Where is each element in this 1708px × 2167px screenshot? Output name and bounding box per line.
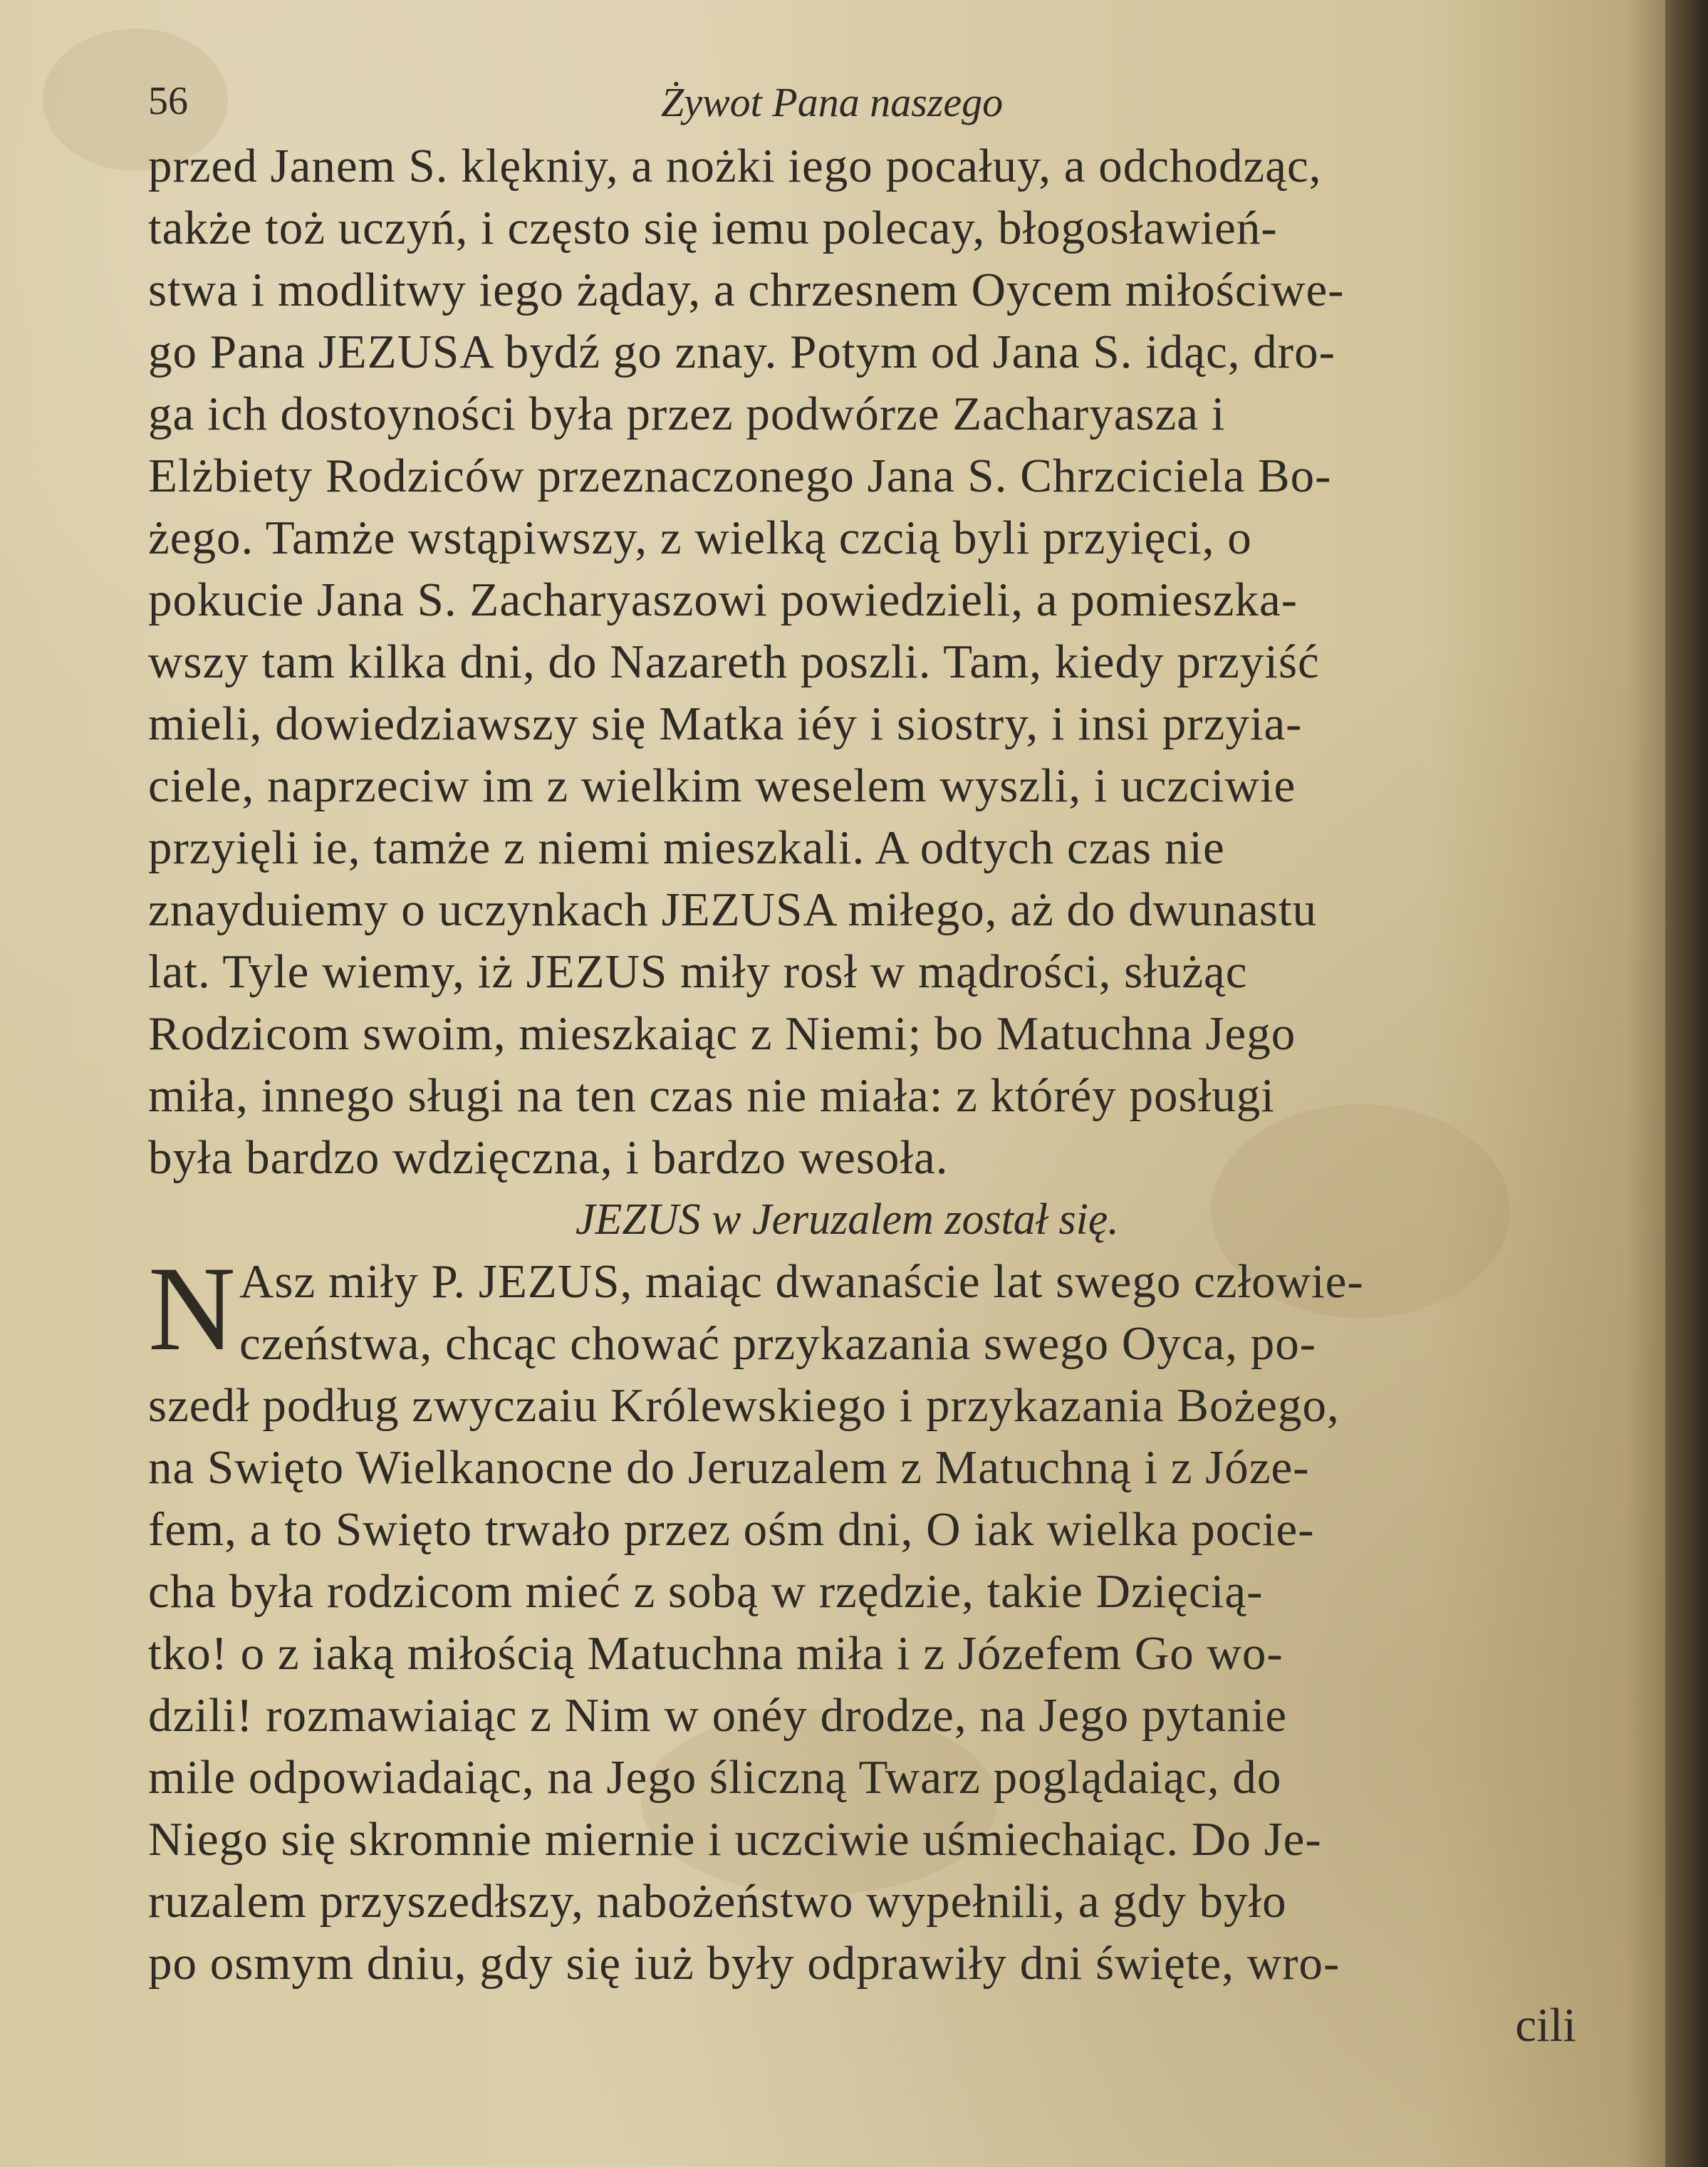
text-line: była bardzo wdzięczna, i bardzo wesoła. bbox=[148, 1131, 949, 1184]
text-line: mile odpowiadaiąc, na Jego śliczną Twarz poglądaiąc, do bbox=[148, 1751, 1282, 1804]
text-line: Rodzicom swoim, mieszkaiąc z Niemi; bo Matuchna Jego bbox=[148, 1007, 1296, 1060]
text-line: na Swięto Wielkanocne do Jeruzalem z Matuchną i z Józe- bbox=[148, 1441, 1310, 1494]
text-line: mieli, dowiedziawszy się Matka iéy i siostry, i insi przyia- bbox=[148, 697, 1303, 750]
drop-cap: N bbox=[148, 1242, 236, 1376]
paragraph-1 bbox=[148, 135, 1644, 1189]
text-line: lat. Tyle wiemy, iż JEZUS miły rosł w mądrości, służąc bbox=[148, 945, 1248, 998]
text-line: dzili! rozmawiaiąc z Nim w onéy drodze, na Jego pytanie bbox=[148, 1689, 1288, 1742]
text-line: miła, innego sługi na ten czas nie miała: z któréy posługi bbox=[148, 1069, 1275, 1122]
paragraph-2 bbox=[148, 1242, 1644, 1995]
text-line: pokucie Jana S. Zacharyaszowi powiedzieli, a pomieszka- bbox=[148, 573, 1298, 626]
text-line: żego. Tamże wstąpiwszy, z wielką czcią byli przyięci, o bbox=[148, 511, 1252, 564]
text-line: przed Janem S. klękniy, a nożki iego pocałuy, a odchodząc, bbox=[148, 140, 1322, 192]
text-line: czeństwa, chcąc chować przykazania swego Oyca, po- bbox=[239, 1317, 1317, 1370]
text-line: Elżbiety Rodziców przeznaczonego Jana S. Chrzciciela Bo- bbox=[148, 449, 1332, 502]
text-line: przyięli ie, tamże z niemi mieszkali. A odtych czas nie bbox=[148, 821, 1225, 874]
text-line: cha była rodzicom mieć z sobą w rzędzie, takie Dzięcią- bbox=[148, 1565, 1264, 1618]
page-number: 56 bbox=[148, 79, 188, 123]
text-line: szedł podług zwyczaiu Królewskiego i przykazania Bożego, bbox=[148, 1379, 1340, 1432]
section-title: JEZUS w Jeruzalem został się. bbox=[576, 1195, 1119, 1244]
catchword: cili bbox=[1515, 1999, 1576, 2052]
text-line: znayduiemy o uczynkach JEZUSA miłego, aż do dwunastu bbox=[148, 883, 1318, 936]
text-line: ruzalem przyszedłszy, nabożeństwo wypełnili, a gdy było bbox=[148, 1875, 1287, 1928]
text-line: także toż uczyń, i często się iemu polecay, błogosławień- bbox=[148, 202, 1278, 254]
text-line: po osmym dniu, gdy się iuż były odprawiły dni święte, wro- bbox=[148, 1937, 1340, 1990]
text-line: Niego się skromnie miernie i uczciwie uśmiechaiąc. Do Je- bbox=[148, 1813, 1322, 1866]
running-head: Żywot Pana naszego bbox=[661, 79, 1004, 125]
text-line: wszy tam kilka dni, do Nazareth poszli. Tam, kiedy przyiść bbox=[148, 635, 1320, 688]
text-line: ciele, naprzeciw im z wielkim weselem wyszli, i uczciwie bbox=[148, 759, 1296, 812]
text-line: Asz miły P. JEZUS, maiąc dwanaście lat swego człowie- bbox=[239, 1255, 1364, 1308]
text-line: tko! o z iaką miłością Matuchna miła i z Józefem Go wo- bbox=[148, 1627, 1283, 1680]
text-line: stwa i modlitwy iego żąday, a chrzesnem Oycem miłościwe- bbox=[148, 264, 1345, 316]
text-line: go Pana JEZUSA bydź go znay. Potym od Jana S. idąc, dro- bbox=[148, 326, 1335, 378]
text-line: fem, a to Swięto trwało przez ośm dni, O iak wielka pocie- bbox=[148, 1503, 1315, 1556]
text-line: ga ich dostoyności była przez podwórze Zacharyasza i bbox=[148, 388, 1226, 440]
book-edge bbox=[1665, 0, 1708, 2167]
page-text bbox=[148, 71, 1644, 2057]
page-header bbox=[148, 71, 1644, 135]
